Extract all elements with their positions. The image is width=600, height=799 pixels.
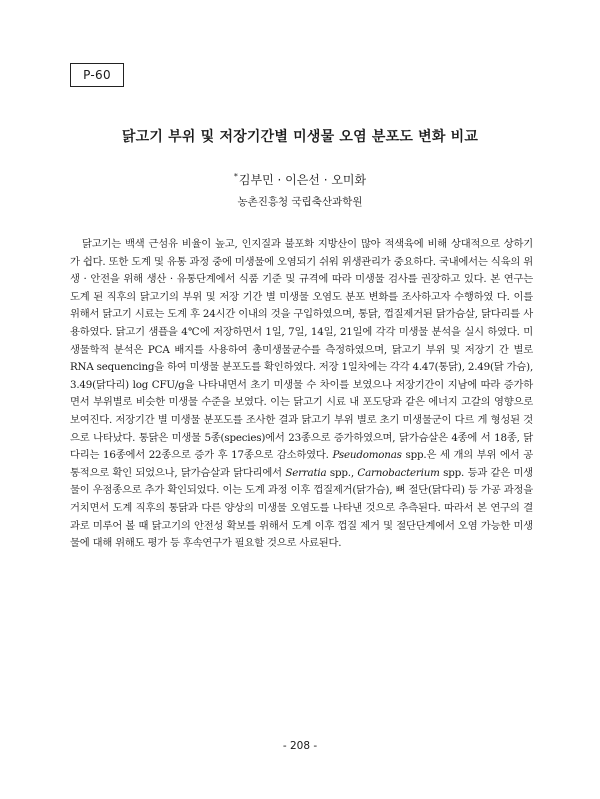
abstract-part-4: spp. 등과 같은 미생물이 우점종으로 추가 확인되었다. 이는 도계 과정 이후 껍질제거(닭가슴), 뼈 절단(닭다리) 등 가공 과정을 거치면서 도계 직후의 통닭과 다른 양상의 미생물 오염도를 나타낸 것으로 추측된다. 따라서 본 연구의 결과로 미루어 볼 때 닭고기의 안전성 확보를 위해서 도계 이후 껍질 제거 및 절단단계에서 오염 가능한 미생물에 대해 위해도 평가 등 후속연구가 필요할 것으로 사료된다. — [70, 466, 533, 550]
genus-carnobacterium: Carnobacterium — [357, 466, 440, 479]
poster-id-box — [70, 63, 124, 87]
corresponding-author-mark: * — [233, 172, 238, 181]
abstract-part-1: 닭고기는 백색 근섬유 비율이 높고, 인지질과 불포화 지방산이 많아 적색육에 비해 상대적으로 상하기 가 쉽다. 또한 도계 및 유통 과정 중에 미생물에 오염되기 쉬워 위생관리가 중요하다. 국내에서는 식육의 위생 · 안전을 위해 생산 · 유통단계에서 식품 기준 및 규격에 따라 미생물 검사를 권장하고 있다. 본 연구는 도계 된 직후의 닭고기의 부위 및 저장 기간 별 미생물 오염도 분포 변화를 조사하고자 수행하였 다. 이를 위해서 닭고기 시료는 도계 후 24시간 이내의 것을 구입하였으며, 통닭, 껍질제거된 닭가슴살, 닭다리를 사용하였다. 닭고기 샘플을 4℃에 저장하면서 1일, 7일, 14일, 21일에 각각 미생물 분석을 실시 하였다. 미생물학적 분석은 PCA 배지를 사용하여 총미생물균수를 측정하였으며, 닭고기 부위 및 저장기 간 별로 RNA sequencing을 하여 미생물 분포도를 확인하였다. 저장 1일차에는 각각 4.47(통닭), 2.49(닭 가슴), 3.49(닭다리) log CFU/g을 나타내면서 초기 미생물 수 차이를 보였으나 저장기간이 지남에 따라 증가하면서 부위별로 비슷한 미생물 수준을 보였다. 이는 닭고기 시료 내 포도당과 같은 에너지 고갈의 영향으로 보여진다. 저장기간 별 미생물 분포도를 조사한 결과 닭고기 부위 별로 초기 미생물군이 다르 게 형성된 것으로 나타났다. 통닭은 미생물 5종(species)에서 23종으로 증가하였으며, 닭가슴살은 4종에 서 18종, 닭다리는 16종에서 22종으로 증가 후 17종으로 감소하였다. — [70, 238, 534, 462]
genus-pseudomonas: Pseudomonas — [332, 449, 402, 462]
genus-serratia: Serratia — [285, 466, 327, 479]
abstract-part-3: spp., — [326, 466, 358, 479]
page-number: - 208 - — [282, 740, 318, 752]
abstract-body — [70, 236, 533, 553]
affiliation: 농촌진흥청 국립축산과학원 — [237, 196, 363, 208]
author-line — [0, 171, 600, 188]
poster-id: P-60 — [83, 68, 111, 82]
paper-title: 닭고기 부위 및 저장기간별 미생물 오염 분포도 변화 비교 — [121, 129, 479, 145]
author-names: 김부민 · 이은선 · 오미화 — [238, 173, 367, 187]
abstract-part-2: spp.은 세 개의 부위 에서 공통적으로 확인 되었으나, 닭가슴살과 닭다리에서 — [70, 449, 533, 479]
